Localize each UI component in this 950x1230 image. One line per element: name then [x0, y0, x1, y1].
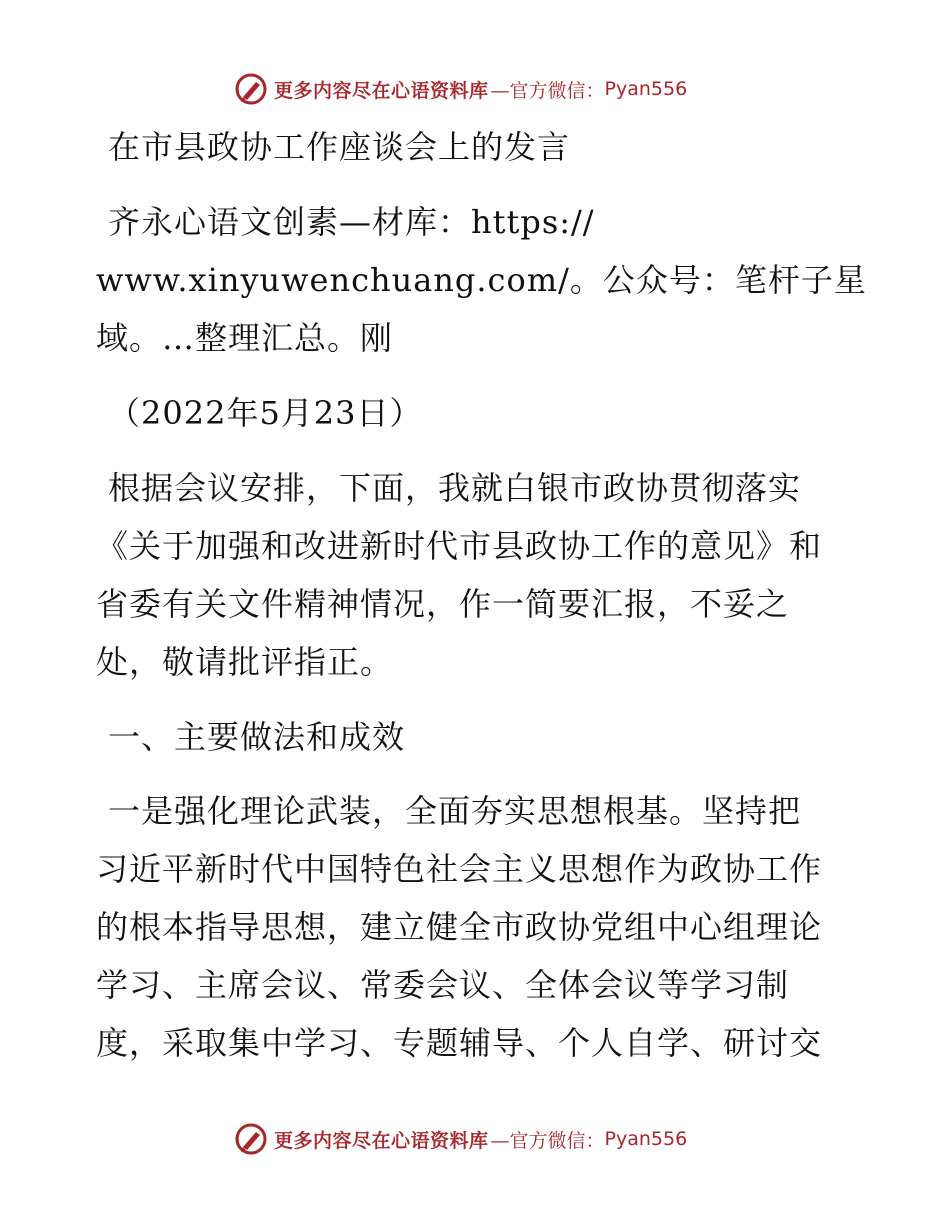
banner-separator-text: —官方微信： — [490, 79, 605, 102]
source-line-1: 齐永心语文创素—材库：https:// — [108, 203, 595, 241]
para1-line-2: 习近平新时代中国特色社会主义思想作为政协工作 — [96, 850, 823, 888]
header-banner — [234, 72, 687, 106]
intro-line-1: 根据会议安排，下面，我就白银市政协贯彻落实 — [108, 469, 802, 507]
pen-logo-icon — [234, 1122, 268, 1156]
banner-wechat-id: Pyan556 — [604, 78, 688, 100]
footer-banner — [234, 1122, 687, 1156]
document-title: 在市县政协工作座谈会上的发言 — [108, 128, 571, 166]
banner-wechat-id: Pyan556 — [604, 1128, 688, 1150]
intro-line-3: 省委有关文件精神情况，作一简要汇报，不妥之 — [96, 585, 790, 623]
para1-line-1: 一是强化理论武装，全面夯实思想根基。坚持把 — [108, 792, 802, 830]
section-heading: 一、主要做法和成效 — [108, 718, 406, 756]
banner-promo-text: 更多内容尽在心语资料库 — [274, 79, 489, 102]
para1-line-3: 的根本指导思想，建立健全市政协党组中心组理论 — [96, 908, 823, 946]
speech-date: （2022年5月23日） — [108, 394, 423, 432]
intro-line-4: 处，敬请批评指正。 — [96, 643, 394, 681]
banner-separator-text: —官方微信： — [490, 1129, 605, 1152]
banner-promo-text: 更多内容尽在心语资料库 — [274, 1129, 489, 1152]
pen-logo-icon — [234, 72, 268, 106]
para1-line-5: 度，采取集中学习、专题辅导、个人自学、研讨交 — [96, 1024, 823, 1062]
source-line-3: 域。…整理汇总。刚 — [96, 319, 394, 357]
intro-line-2: 《关于加强和改进新时代市县政协工作的意见》和 — [96, 527, 823, 565]
para1-line-4: 学习、主席会议、常委会议、全体会议等学习制 — [96, 966, 790, 1004]
source-line-2: www.xinyuwenchuang.com/。公众号：笔杆子星 — [96, 261, 867, 299]
